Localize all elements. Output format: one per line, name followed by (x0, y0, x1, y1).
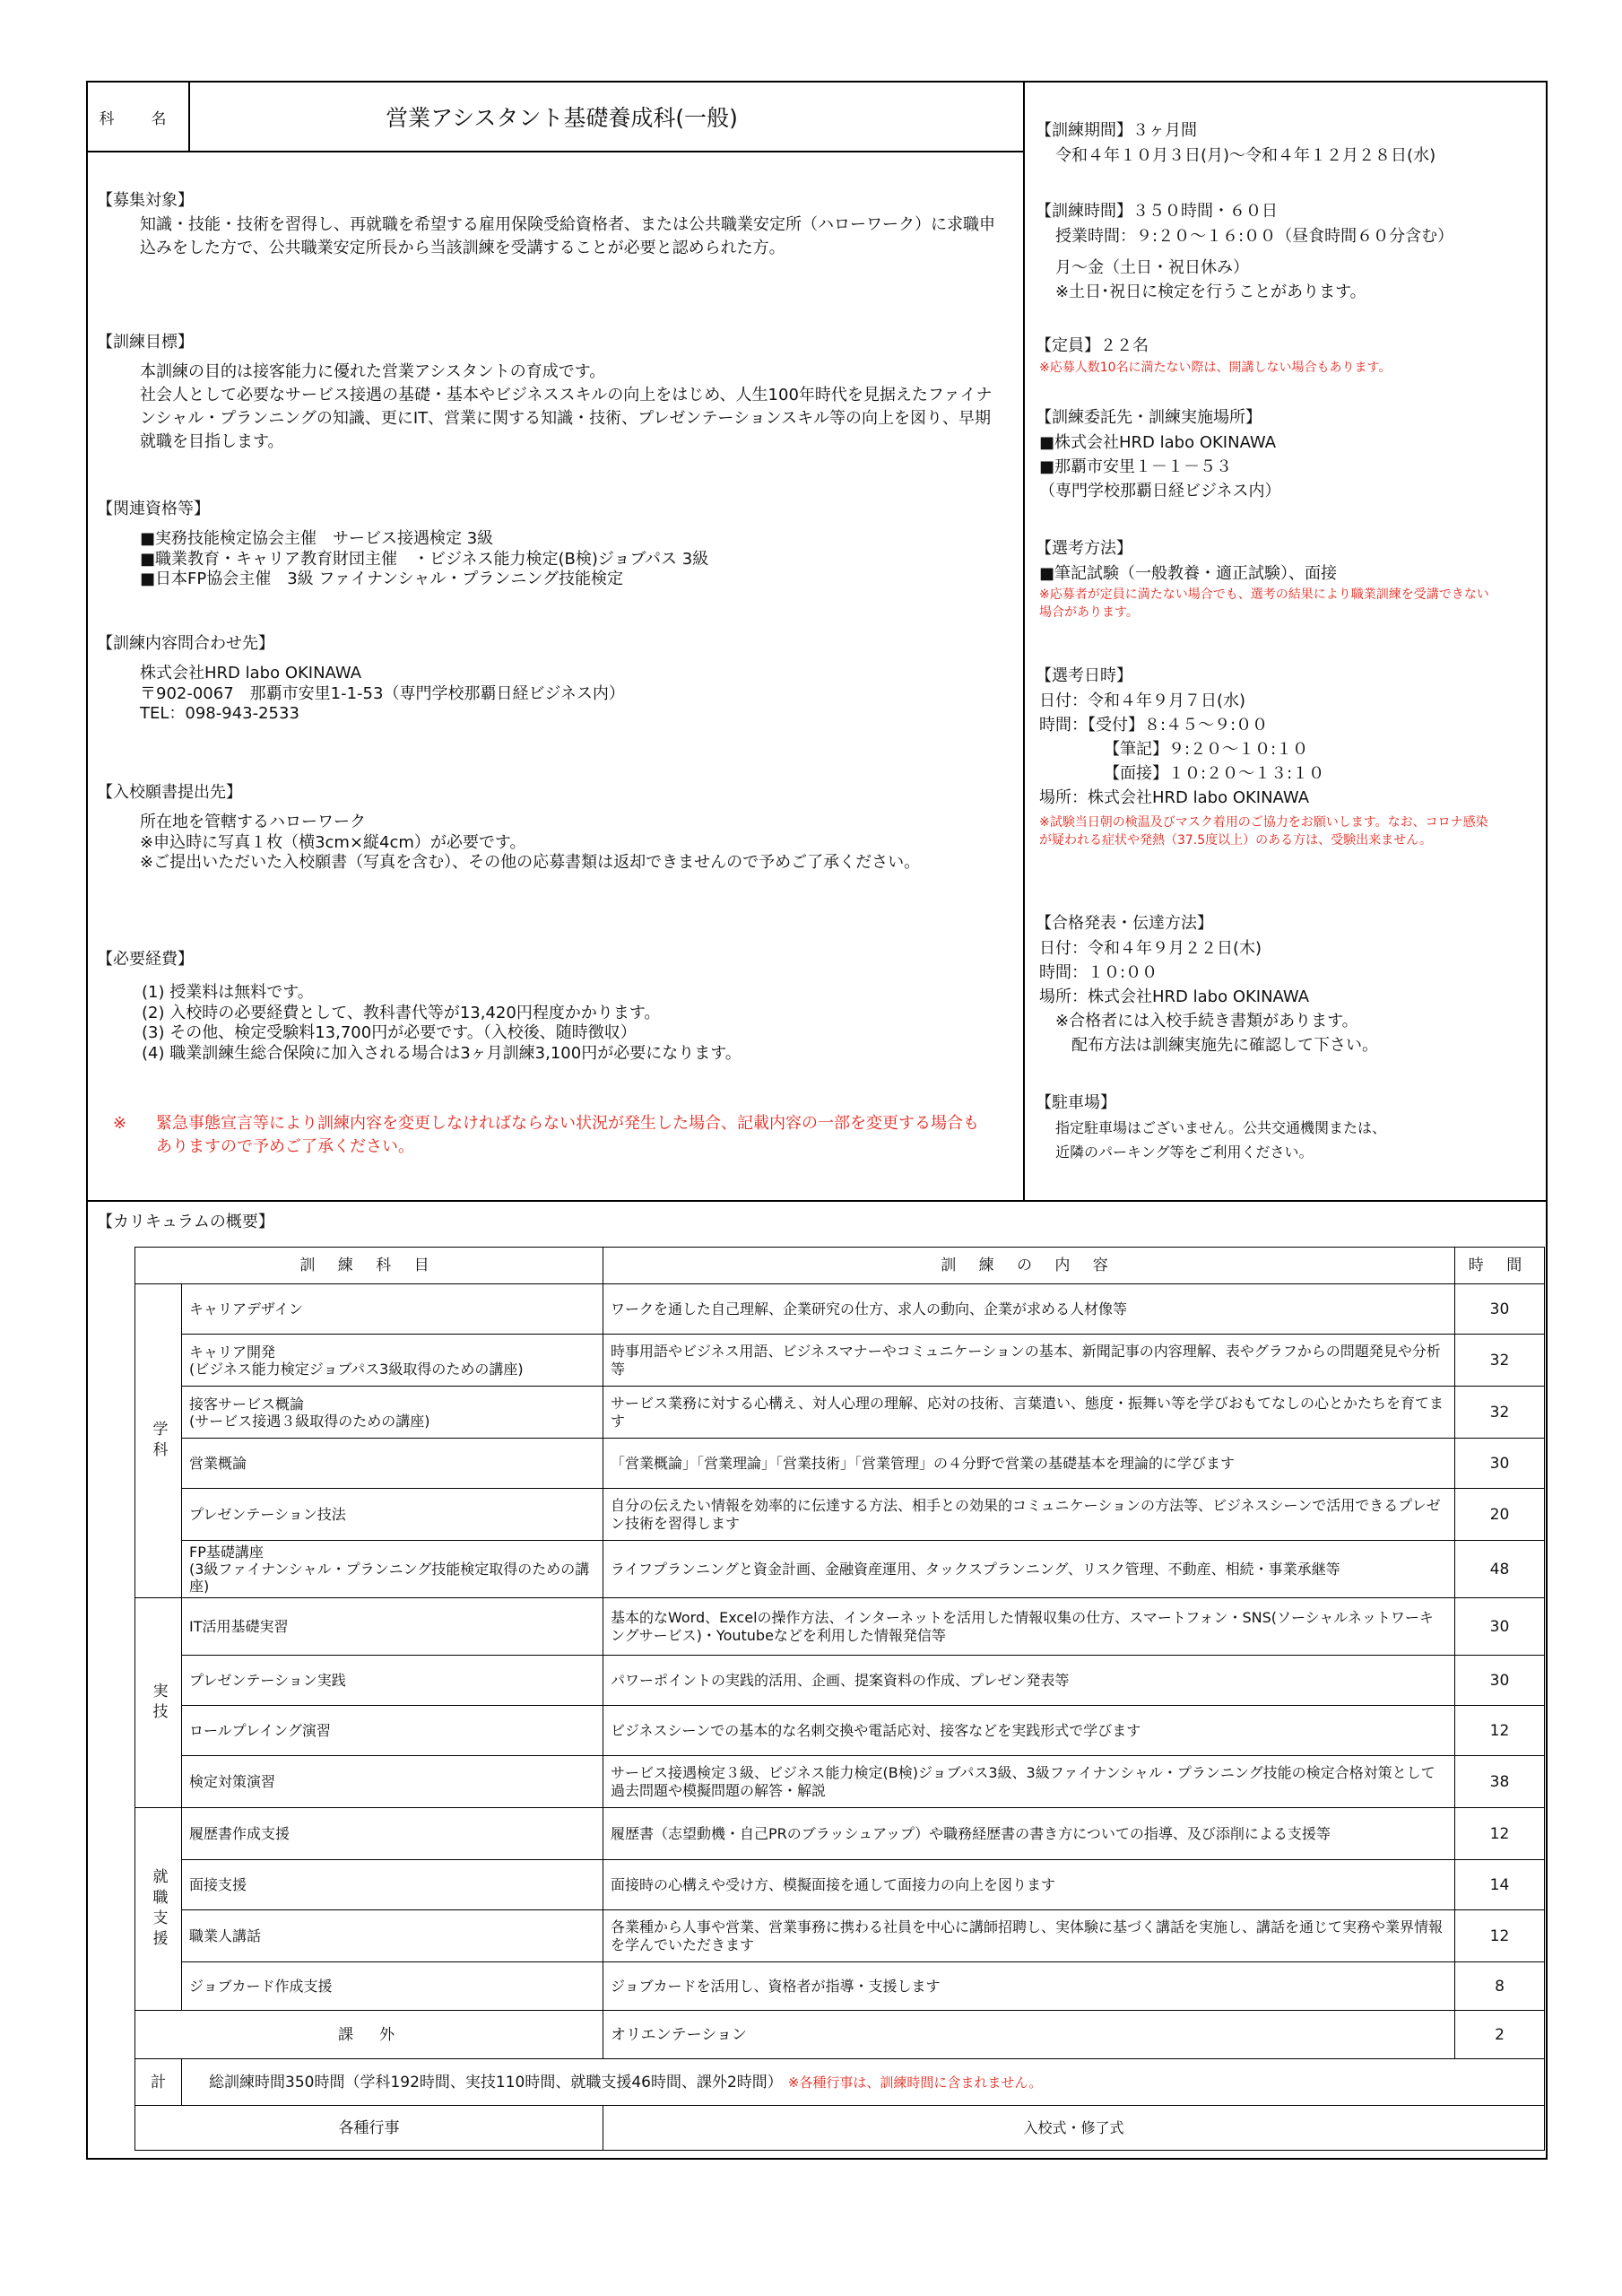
content-cell: 自分の伝えたい情報を効率的に伝達する方法、相手との効果的コミュニケーションの方法等、ビジネスシーンで活用できるプレゼン技術を習得します (603, 1489, 1455, 1541)
notice-section (88, 1112, 1020, 1159)
header-content: 訓 練 の 内 容 (603, 1248, 1455, 1284)
events-content: 入校式・修了式 (603, 2106, 1545, 2151)
provider-heading: 【訓練委託先・訓練実施場所】 (1036, 408, 1262, 427)
result-heading: 【合格発表・伝達方法】 (1036, 914, 1213, 933)
qualification-item: ■職業教育・キャリア教育財団主催 ・ビジネス能力検定(B検)ジョブパス 3級 (140, 549, 709, 569)
period-section (1025, 118, 1543, 168)
right-column (1025, 83, 1546, 1200)
contact-heading: 【訓練内容問合わせ先】 (97, 634, 274, 653)
schedule-reception: 時間：【受付】８:４５～９:００ (1039, 716, 1269, 735)
hours-cell: 32 (1455, 1387, 1545, 1439)
contact-lines (88, 664, 1020, 725)
table-row (135, 1284, 1545, 1335)
table-row (135, 1335, 1545, 1387)
category-cell: 実技 (135, 1598, 182, 1808)
application-lines (88, 813, 1020, 874)
subject-cell: キャリアデザイン (182, 1284, 603, 1335)
application-line: ※ご提出いただいた入校願書（写真を含む）、その他の応募書類は返却できませんので予めご了承ください。 (140, 853, 921, 872)
content-cell: 基本的なWord、Excelの操作方法、インターネットを活用した情報収集の仕方、スマートフォン・SNS(ソーシャルネットワーキングサービス)・Youtubeなどを利用した情報発信等 (603, 1598, 1455, 1656)
class-hours: 授業時間：９:２０～１６:００（昼食時間６０分含む） (1055, 227, 1454, 246)
content-cell: ライフプランニングと資金計画、金融資産運用、タックスプランニング、リスク管理、不動産、相続・事業承継等 (603, 1541, 1455, 1598)
content-cell: サービス業務に対する心構え、対人心理の理解、応対の技術、言葉遣い、態度・振舞い等を学びおもてなしの心とかたちを育てます (603, 1387, 1455, 1439)
result-section (1025, 911, 1543, 1057)
events-label: 各種行事 (135, 2106, 603, 2151)
recruit-section (88, 188, 1020, 260)
hours-cell: 8 (1455, 1962, 1545, 2011)
content-cell: 「営業概論」「営業理論」「営業技術」「営業管理」の４分野で営業の基礎基本を理論的に学びます (603, 1439, 1455, 1489)
parking-section (1025, 1091, 1543, 1164)
notice-text: 緊急事態宣言等により訓練内容を変更しなければならない状況が発生した場合、記載内容の一部を変更する場合もありますので予めご了承ください。 (156, 1114, 979, 1156)
header-hours: 時 間 (1455, 1248, 1545, 1284)
hours-cell: 12 (1455, 1910, 1545, 1962)
selection-heading: 【選考方法】 (1036, 539, 1132, 558)
course-label: 科 名 (88, 83, 190, 151)
table-row (135, 1962, 1545, 2011)
extra-content: オリエンテーション (603, 2011, 1455, 2059)
costs-heading: 【必要経費】 (97, 950, 194, 969)
hours-cell: 30 (1455, 1656, 1545, 1706)
schedule-note: ※試験当日朝の検温及びマスク着用のご協力をお願いします。なお、コロナ感染が疑われる症状や発熱（37.5度以上）のある方は、受験出来ません。 (1039, 815, 1488, 848)
schedule-interview: 【面接】１０:２０～１３:１０ (1104, 764, 1325, 783)
table-row (135, 1387, 1545, 1439)
costs-list (88, 983, 1020, 1064)
hours-cell: 30 (1455, 1598, 1545, 1656)
cost-item: (3) その他、検定受験料13,700円が必要です。（入校後、随時徴収） (142, 1023, 637, 1042)
subject-cell: 営業概論 (182, 1439, 603, 1489)
hours-section (1025, 199, 1543, 304)
schedule-heading: 【選考日時】 (1036, 666, 1132, 685)
provider-building: （専門学校那覇日経ビジネス内） (1039, 482, 1281, 500)
subject-cell: ジョブカード作成支援 (182, 1962, 603, 2011)
category-cell: 就職支援 (135, 1808, 182, 2011)
subject-cell: 面接支援 (182, 1860, 603, 1910)
cost-item: (1) 授業料は無料です。 (142, 983, 314, 1002)
hours-cell: 32 (1455, 1335, 1545, 1387)
hours-cell: 12 (1455, 1808, 1545, 1860)
hours-heading: 【訓練時間】３５０時間・６０日 (1036, 202, 1278, 221)
hours-cell: 12 (1455, 1706, 1545, 1756)
extra-row (135, 2011, 1545, 2059)
schedule-date: 日付：令和４年９月７日(水) (1039, 691, 1246, 710)
content-cell: 履歴書（志望動機・自己PRのブラッシュアップ）や職務経歴書の書き方についての指導、及び添削による支援等 (603, 1808, 1455, 1860)
qualification-item: ■実務技能検定協会主催 サービス接遇検定 3級 (140, 529, 494, 548)
schedule-section (1025, 664, 1543, 849)
total-label: 計 (135, 2059, 182, 2106)
course-info-area (88, 83, 1546, 1202)
qualifications-heading: 【関連資格等】 (97, 500, 210, 518)
contact-address: 〒902-0067 那覇市安里1-1-53（専門学校那覇日経ビジネス内） (140, 683, 625, 703)
provider-address: ■那覇市安里１－１－５３ (1039, 457, 1233, 476)
left-column (88, 83, 1025, 1200)
subject-cell: 履歴書作成支援 (182, 1808, 603, 1860)
application-line: 所在地を管轄するハローワーク (140, 813, 366, 831)
contact-phone: TEL：098-943-2533 (140, 704, 299, 723)
table-row (135, 1598, 1545, 1656)
content-cell: サービス接遇検定３級、ビジネス能力検定(B検)ジョブパス3級、3級ファイナンシャル・プランニング技能の検定合格対策として過去問題や模擬問題の解答・解説 (603, 1756, 1455, 1808)
qualifications-section (88, 497, 1020, 590)
document-frame (86, 81, 1548, 2160)
result-note-2: 配布方法は訓練実施先に確認して下さい。 (1071, 1036, 1378, 1055)
result-note-1: ※合格者には入校手続き書類があります。 (1055, 1012, 1358, 1031)
table-row (135, 1656, 1545, 1706)
table-row (135, 1808, 1545, 1860)
table-row (135, 1910, 1545, 1962)
content-cell: ワークを通した自己理解、企業研究の仕方、求人の動向、企業が求める人材像等 (603, 1284, 1455, 1335)
subject-cell: プレゼンテーション技法 (182, 1489, 603, 1541)
goal-line-2: 社会人として必要なサービス接遇の基礎・基本やビジネススキルの向上をはじめ、人生100年時代を見据えたファイナンシャル・プランニングの知識、更にIT、営業に関する知識・技術、プレゼンテーションスキル等の向上を図り、早期就職を目指します。 (140, 386, 993, 451)
cost-item: (2) 入校時の必要経費として、教科書代等が13,420円程度かかります。 (142, 1003, 661, 1022)
table-header-row (135, 1248, 1545, 1284)
hours-cell: 30 (1455, 1284, 1545, 1335)
selection-note: ※応募者が定員に満たない場合でも、選考の結果により職業訓練を受講できない場合があります。 (1039, 587, 1489, 620)
content-cell: ジョブカードを活用し、資格者が指導・支援します (603, 1962, 1455, 2011)
hours-cell: 48 (1455, 1541, 1545, 1598)
period-heading: 【訓練期間】３ヶ月間 (1036, 121, 1197, 140)
subject-cell: 接客サービス概論 (サービス接遇３級取得のための講座) (182, 1387, 603, 1439)
result-time: 時間：１０:００ (1039, 963, 1158, 982)
curriculum-body (135, 1284, 1545, 2151)
total-text: 総訓練時間350時間（学科192時間、実技110時間、就職支援46時間、課外2時間） (209, 2073, 783, 2092)
curriculum-table (134, 1247, 1545, 2151)
application-heading: 【入校願書提出先】 (97, 783, 242, 802)
contact-section (88, 631, 1020, 725)
subject-cell: プレゼンテーション実践 (182, 1656, 603, 1706)
hours-cell: 20 (1455, 1489, 1545, 1541)
schedule-written: 【筆記】９:２０～１０:１０ (1104, 740, 1309, 759)
hours-cell: 14 (1455, 1860, 1545, 1910)
header-subject: 訓 練 科 目 (135, 1248, 603, 1284)
course-title: 営業アシスタント基礎養成科(一般) (386, 105, 738, 131)
subject-cell: 職業人講話 (182, 1910, 603, 1962)
selection-section (1025, 536, 1543, 622)
weekend-note: ※土日･祝日に検定を行うことがあります。 (1055, 283, 1366, 301)
contact-company: 株式会社HRD labo OKINAWA (140, 664, 362, 683)
application-line: ※申込時に写真１枚（横3cm×縦4cm）が必要です。 (140, 832, 526, 852)
table-row (135, 1860, 1545, 1910)
subject-cell: IT活用基礎実習 (182, 1598, 603, 1656)
table-row (135, 1756, 1545, 1808)
capacity-section (1025, 334, 1543, 377)
recruit-heading: 【募集対象】 (97, 191, 194, 210)
parking-line-1: 指定駐車場はございません。公共交通機関または、 (1055, 1119, 1386, 1136)
recruit-text: 知識・技能・技術を習得し、再就職を希望する雇用保険受給資格者、または公共職業安定所（ハローワーク）に求職申込みをした方で、公共職業安定所長から当該訓練を受講することが必要と認められた方。 (140, 215, 995, 257)
content-cell: 面接時の心構えや受け方、模擬面接を通して面接力の向上を図ります (603, 1860, 1455, 1910)
selection-method: ■筆記試験（一般教養・適正試験）、面接 (1039, 564, 1338, 583)
table-row (135, 1706, 1545, 1756)
result-date: 日付：令和４年９月２２日(木) (1039, 939, 1262, 958)
total-cell (182, 2059, 1545, 2106)
subject-cell: ロールプレイング演習 (182, 1706, 603, 1756)
table-row (135, 1489, 1545, 1541)
capacity-note: ※応募人数10名に満たない際は、開講しない場合もあります。 (1039, 361, 1392, 375)
hours-cell: 30 (1455, 1439, 1545, 1489)
extra-hours: 2 (1455, 2011, 1545, 2059)
total-row (135, 2059, 1545, 2106)
events-row (135, 2106, 1545, 2151)
class-days: 月～金（土日・祝日休み） (1055, 258, 1249, 277)
period-dates: 令和４年１０月３日(月)～令和４年１２月２８日(水) (1055, 146, 1436, 165)
costs-section (88, 947, 1020, 1064)
content-cell: 時事用語やビジネス用語、ビジネスマナーやコミュニケーションの基本、新聞記事の内容理解、表やグラフからの問題発見や分析等 (603, 1335, 1455, 1387)
table-row (135, 1439, 1545, 1489)
qualification-item: ■日本FP協会主催 3級 ファイナンシャル・プランニング技能検定 (140, 570, 623, 588)
provider-company: ■株式会社HRD labo OKINAWA (1039, 433, 1277, 452)
schedule-place: 場所：株式会社HRD labo OKINAWA (1039, 788, 1310, 807)
subject-cell: 検定対策演習 (182, 1756, 603, 1808)
capacity-heading: 【定員】２２名 (1036, 336, 1149, 355)
goal-section (88, 330, 1020, 454)
result-place: 場所：株式会社HRD labo OKINAWA (1039, 987, 1310, 1006)
content-cell: パワーポイントの実践的活用、企画、提案資料の作成、プレゼン発表等 (603, 1656, 1455, 1706)
content-cell: 各業種から人事や営業、営業事務に携わる社員を中心に講師招聘し、実体験に基づく講話を実施し、講話を通じて実務や業界情報を学んでいただきます (603, 1910, 1455, 1962)
goal-line-1: 本訓練の目的は接客能力に優れた営業アシスタントの育成です。 (140, 362, 606, 381)
goal-heading: 【訓練目標】 (97, 333, 194, 352)
subject-cell: FP基礎講座 (3級ファイナンシャル・プランニング技能検定取得のための講座) (182, 1541, 603, 1598)
total-note: ※各種行事は、訓練時間に含まれません。 (787, 2074, 1043, 2091)
table-row (135, 1541, 1545, 1598)
notice-mark: ※ (113, 1114, 127, 1133)
application-section (88, 780, 1020, 874)
category-cell: 学科 (135, 1284, 182, 1598)
parking-heading: 【駐車場】 (1036, 1093, 1116, 1112)
course-title-row (88, 83, 1023, 152)
hours-cell: 38 (1455, 1756, 1545, 1808)
content-cell: ビジネスシーンでの基本的な名刺交換や電話応対、接客などを実践形式で学びます (603, 1706, 1455, 1756)
extra-label: 課 外 (135, 2011, 603, 2059)
parking-line-2: 近隣のパーキング等をご利用ください。 (1055, 1144, 1314, 1161)
subject-cell: キャリア開発 (ビジネス能力検定ジョブパス3級取得のための講座) (182, 1335, 603, 1387)
cost-item: (4) 職業訓練生総合保険に加入される場合は3ヶ月訓練3,100円が必要になります。 (142, 1043, 742, 1063)
provider-section (1025, 405, 1543, 503)
curriculum-title: 【カリキュラムの概要】 (97, 1213, 274, 1231)
qualifications-list (88, 529, 1020, 590)
